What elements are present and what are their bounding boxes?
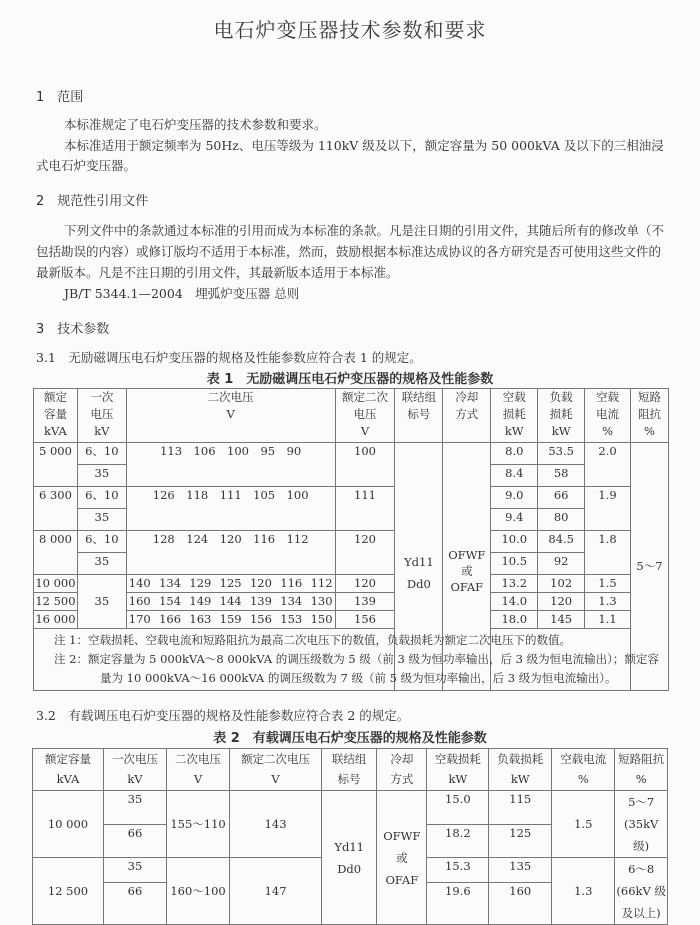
header-rated-secondary: 额定二次电压 V	[230, 749, 322, 791]
header-vector-group: 联结组 标号	[322, 749, 377, 791]
no-load-current-cell: 1.3	[552, 858, 615, 925]
load-loss-cell: 53.5	[538, 443, 585, 465]
primary-voltage-cell: 35	[77, 553, 126, 575]
header-impedance: 短路 阻抗 %	[631, 389, 669, 443]
section-1-para-1: 本标准规定了电石炉变压器的技术参数和要求。	[64, 117, 327, 132]
load-loss-cell: 92	[538, 553, 585, 575]
rated-secondary-cell: 156	[335, 611, 395, 629]
header-cooling: 冷却 方式	[443, 389, 491, 443]
load-loss-cell: 115	[489, 791, 552, 825]
table-row	[34, 611, 669, 629]
load-loss-cell: 135	[489, 858, 552, 883]
header-no-load-loss: 空载 损耗 kW	[491, 389, 538, 443]
table-2-header-row	[33, 749, 668, 791]
vector-group-cell: Yd11 Dd0	[395, 443, 443, 691]
note-1: 注 1：空载损耗、空载电流和短路阻抗为最高二次电压下的数值，负载损耗为额定二次电压下的数值。	[54, 633, 571, 647]
header-no-load-current: 空载 电流 %	[585, 389, 631, 443]
vector-group-cell: Yd11 Dd0	[322, 791, 377, 925]
primary-voltage-cell: 6、10	[77, 531, 126, 553]
no-load-loss-cell: 18.0	[491, 611, 538, 629]
normative-reference: JB/T 5344.1—2004 埋弧炉变压器 总则	[64, 286, 300, 301]
section-1-para-2: 本标准适用于额定频率为 50Hz、电压等级为 110kV 级及以下，额定容量为 50 000kVA 及以下的三相油浸式电石炉变压器。	[36, 138, 664, 173]
header-capacity: 额定 容量 kVA	[34, 389, 78, 443]
secondary-voltage-cell: 140 134 129 125 120 116 112	[126, 575, 335, 593]
no-load-current-cell: 1.5	[552, 791, 615, 858]
load-loss-cell: 160	[489, 882, 552, 924]
table-row	[34, 531, 669, 553]
no-load-loss-cell: 14.0	[491, 593, 538, 611]
table-2-caption: 表 2 有载调压电石炉变压器的规格及性能参数	[213, 731, 487, 746]
header-vector-group: 联结组 标号	[395, 389, 443, 443]
no-load-loss-cell: 9.4	[491, 509, 538, 531]
secondary-voltage-cell: 160 154 149 144 139 134 130	[126, 593, 335, 611]
secondary-voltage-cell: 160～100	[167, 858, 230, 925]
impedance-cell: 5～7 (35kV 级)	[615, 791, 668, 858]
rated-secondary-cell: 111	[335, 487, 395, 531]
load-loss-cell: 66	[538, 487, 585, 509]
load-loss-cell: 102	[538, 575, 585, 593]
secondary-voltage-cell: 128 124 120 116 112	[126, 531, 335, 575]
secondary-voltage-cell: 155～110	[167, 791, 230, 858]
primary-voltage-cell: 6、10	[77, 487, 126, 509]
section-1-heading: 1 范围	[36, 90, 84, 105]
primary-voltage-cell: 66	[103, 882, 166, 924]
load-loss-cell: 84.5	[538, 531, 585, 553]
no-load-current-cell: 1.5	[585, 575, 631, 593]
no-load-current-cell: 2.0	[585, 443, 631, 487]
table-2	[32, 748, 668, 925]
cooling-cell: OFWF 或 OFAF	[377, 791, 427, 925]
note-2-continued: 量为 10 000kVA～16 000kVA 的调压级数为 7 级（前 5 级为恒功率输出，后 3 级为恒电流输出）。	[100, 671, 617, 685]
table-1	[33, 388, 669, 691]
impedance-cell: 5～7	[631, 443, 669, 691]
header-secondary-voltage: 二次电压 V	[167, 749, 230, 791]
primary-voltage-cell: 35	[77, 575, 126, 629]
header-primary-voltage: 一次 电压 kV	[77, 389, 126, 443]
primary-voltage-cell: 35	[77, 465, 126, 487]
capacity-cell: 10 000	[33, 791, 104, 858]
primary-voltage-cell: 35	[77, 509, 126, 531]
no-load-loss-cell: 10.5	[491, 553, 538, 575]
table-row	[34, 575, 669, 593]
table-1-notes-row	[34, 629, 669, 691]
secondary-voltage-cell: 113 106 100 95 90	[126, 443, 335, 487]
rated-secondary-cell: 147	[230, 858, 322, 925]
header-load-loss: 负载损耗 kW	[489, 749, 552, 791]
header-secondary-voltage: 二次电压 V	[126, 389, 335, 443]
no-load-loss-cell: 8.4	[491, 465, 538, 487]
impedance-cell: 6～8 (66kV 级 及以上)	[615, 858, 668, 925]
secondary-voltage-cell: 170 166 163 159 156 153 150	[126, 611, 335, 629]
no-load-loss-cell: 19.6	[427, 882, 489, 924]
no-load-current-cell: 1.1	[585, 611, 631, 629]
no-load-current-cell: 1.9	[585, 487, 631, 531]
no-load-loss-cell: 15.0	[427, 791, 489, 825]
capacity-cell: 6 300	[34, 487, 78, 531]
primary-voltage-cell: 66	[103, 824, 166, 858]
load-loss-cell: 80	[538, 509, 585, 531]
header-cooling: 冷却 方式	[377, 749, 427, 791]
header-rated-secondary: 额定二次 电压 V	[335, 389, 395, 443]
header-primary-voltage: 一次电压 kV	[103, 749, 166, 791]
header-impedance: 短路阻抗 %	[615, 749, 668, 791]
capacity-cell: 12 500	[33, 858, 104, 925]
load-loss-cell: 125	[489, 824, 552, 858]
section-3-heading: 3 技术参数	[36, 322, 110, 337]
no-load-current-cell: 1.8	[585, 531, 631, 575]
capacity-cell: 10 000	[34, 575, 78, 593]
section-2-heading: 2 规范性引用文件	[36, 194, 149, 209]
rated-secondary-cell: 139	[335, 593, 395, 611]
no-load-loss-cell: 18.2	[427, 824, 489, 858]
no-load-loss-cell: 10.0	[491, 531, 538, 553]
primary-voltage-cell: 35	[103, 858, 166, 883]
table-row	[34, 487, 669, 509]
header-no-load-loss: 空载损耗 kW	[427, 749, 489, 791]
capacity-cell: 5 000	[34, 443, 78, 487]
table-1-header-row	[34, 389, 669, 443]
header-no-load-current: 空载电流 %	[552, 749, 615, 791]
section-3-1-text: 3.1 无励磁调压电石炉变压器的规格及性能参数应符合表 1 的规定。	[36, 350, 422, 365]
header-capacity: 额定容量 kVA	[33, 749, 104, 791]
table-row	[34, 443, 669, 465]
load-loss-cell: 120	[538, 593, 585, 611]
table-row	[33, 791, 668, 825]
primary-voltage-cell: 35	[103, 791, 166, 825]
no-load-loss-cell: 13.2	[491, 575, 538, 593]
table-row	[34, 593, 669, 611]
note-2: 注 2：额定容量为 5 000kVA～8 000kVA 的调压级数为 5 级（前 3 级为恒功率输出，后 3 级为恒电流输出）；额定容	[54, 652, 659, 666]
table-1-caption: 表 1 无励磁调压电石炉变压器的规格及性能参数	[206, 372, 494, 387]
rated-secondary-cell: 143	[230, 791, 322, 858]
section-3-2-text: 3.2 有载调压电石炉变压器的规格及性能参数应符合表 2 的规定。	[36, 708, 410, 723]
section-2-para-1: 下列文件中的条款通过本标准的引用而成为本标准的条款。凡是注日期的引用文件，其随后所有的修改单（不包括勘误的内容）或修订版均不适用于本标准，然而，鼓励根据本标准达成协议的各方研究是否可使用这些文件的最新版本。凡是不注日期的引用文件，其最新版本适用于本标准。	[36, 223, 665, 280]
capacity-cell: 8 000	[34, 531, 78, 575]
primary-voltage-cell: 6、10	[77, 443, 126, 465]
rated-secondary-cell: 120	[335, 575, 395, 593]
rated-secondary-cell: 120	[335, 531, 395, 575]
no-load-current-cell: 1.3	[585, 593, 631, 611]
document-title: 电石炉变压器技术参数和要求	[213, 18, 487, 42]
table-1-notes	[34, 629, 669, 691]
load-loss-cell: 58	[538, 465, 585, 487]
no-load-loss-cell: 8.0	[491, 443, 538, 465]
no-load-loss-cell: 15.3	[427, 858, 489, 883]
no-load-loss-cell: 9.0	[491, 487, 538, 509]
load-loss-cell: 145	[538, 611, 585, 629]
capacity-cell: 16 000	[34, 611, 78, 629]
secondary-voltage-cell: 126 118 111 105 100	[126, 487, 335, 531]
rated-secondary-cell: 100	[335, 443, 395, 487]
header-load-loss: 负载 损耗 kW	[538, 389, 585, 443]
capacity-cell: 12 500	[34, 593, 78, 611]
cooling-cell: OFWF 或 OFAF	[443, 443, 491, 691]
